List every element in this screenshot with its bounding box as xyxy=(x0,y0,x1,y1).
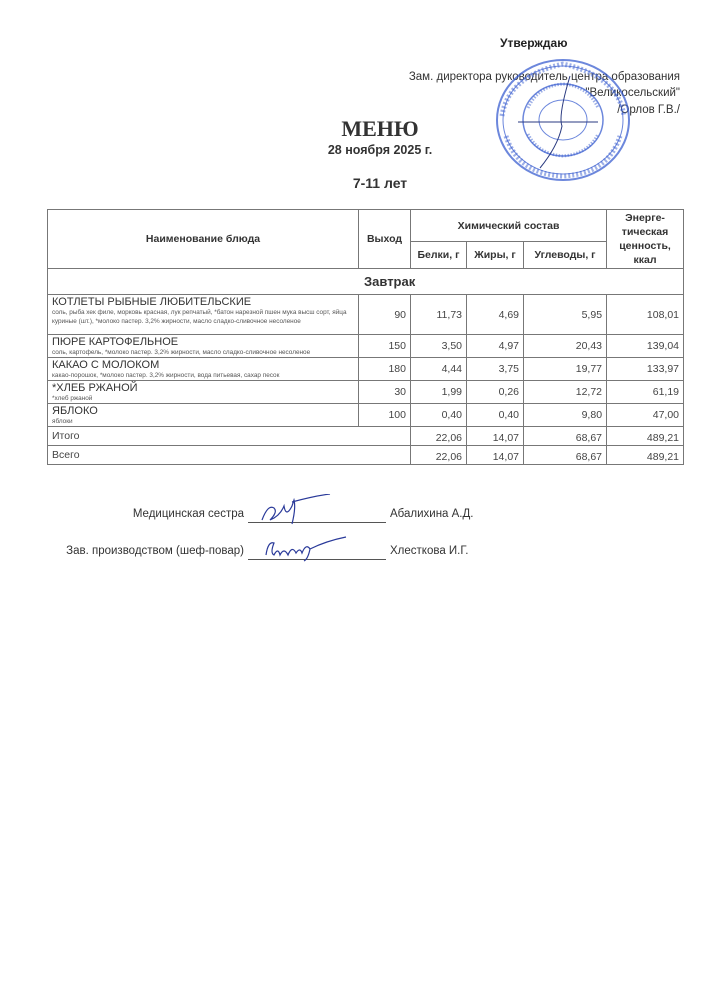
total-fat: 14,07 xyxy=(467,446,524,465)
page-title: МЕНЮ xyxy=(341,116,419,141)
table-header-row xyxy=(48,210,684,242)
dish-energy: 61,19 xyxy=(607,381,684,404)
table-row xyxy=(48,335,684,358)
col-header-carbs: Углеводы, г xyxy=(524,242,607,269)
col-header-chem: Химический состав xyxy=(411,210,607,242)
col-header-name: Наименование блюда xyxy=(48,210,359,269)
dish-fat: 4,69 xyxy=(467,295,524,335)
signature-role: Медицинская сестра xyxy=(132,508,244,520)
menu-table xyxy=(47,209,684,465)
table-row xyxy=(48,381,684,404)
dish-energy: 133,97 xyxy=(607,358,684,381)
dish-carbs: 19,77 xyxy=(524,358,607,381)
subtotal-row xyxy=(48,427,684,446)
dish-yield: 100 xyxy=(359,404,411,427)
dish-name: КАКАО С МОЛОКОМ xyxy=(52,359,160,371)
dish-name: ЯБЛОКО xyxy=(52,405,98,417)
dish-fat: 3,75 xyxy=(467,358,524,381)
dish-carbs: 9,80 xyxy=(524,404,607,427)
dish-ingredients: *хлеб ржаной xyxy=(52,395,93,402)
subtotal-protein: 22,06 xyxy=(411,427,467,446)
col-header-fat: Жиры, г xyxy=(467,242,524,269)
dish-protein: 4,44 xyxy=(411,358,467,381)
section-breakfast: Завтрак xyxy=(48,269,684,295)
dish-yield: 150 xyxy=(359,335,411,358)
dish-protein: 1,99 xyxy=(411,381,467,404)
dish-protein: 0,40 xyxy=(411,404,467,427)
dish-fat: 4,97 xyxy=(467,335,524,358)
col-header-protein: Белки, г xyxy=(411,242,467,269)
total-carbs: 68,67 xyxy=(524,446,607,465)
table-row xyxy=(48,358,684,381)
stamp-icon xyxy=(488,56,638,184)
subtotal-carbs: 68,67 xyxy=(524,427,607,446)
approval-organization: "Великосельский" xyxy=(585,87,680,99)
dish-energy: 139,04 xyxy=(607,335,684,358)
dish-name: ПЮРЕ КАРТОФЕЛЬНОЕ xyxy=(52,336,179,348)
dish-ingredients: какао-порошок, *молоко пастер. 3,2% жирности, вода питьевая, сахар песок xyxy=(52,372,280,379)
dish-ingredients: яблоки xyxy=(52,418,73,425)
col-header-yield: Выход xyxy=(359,210,411,269)
dish-protein: 3,50 xyxy=(411,335,467,358)
table-row xyxy=(48,404,684,427)
dish-ingredients: соль, рыба хек филе, морковь красная, лук репчатый, *батон нарезной пшен мука высш сорт, яйца куриные (шт.), *молоко пастер. 3,2% жирности, масло сладко-сливочное несоленое xyxy=(52,309,347,325)
approval-signer: /Орлов Г.В./ xyxy=(617,104,680,116)
subtotal-energy: 489,21 xyxy=(607,427,684,446)
subtotal-fat: 14,07 xyxy=(467,427,524,446)
dish-carbs: 20,43 xyxy=(524,335,607,358)
dish-fat: 0,26 xyxy=(467,381,524,404)
col-header-energy: Энерге-тическая ценность, ккал xyxy=(607,210,684,269)
subtotal-label: Итого xyxy=(48,427,411,446)
handwritten-signature-icon xyxy=(258,494,338,528)
dish-protein: 11,73 xyxy=(411,295,467,335)
signature-name: Хлесткова И.Г. xyxy=(390,545,469,557)
handwritten-signature-icon xyxy=(260,535,350,563)
dish-energy: 108,01 xyxy=(607,295,684,335)
dish-yield: 180 xyxy=(359,358,411,381)
signature-name: Абалихина А.Д. xyxy=(390,508,474,520)
total-energy: 489,21 xyxy=(607,446,684,465)
dish-ingredients: соль, картофель, *молоко пастер. 3,2% жирности, масло сладко-сливочное несоленое xyxy=(52,349,311,356)
menu-date: 28 ноября 2025 г. xyxy=(327,143,433,157)
age-group: 7-11 лет xyxy=(352,175,408,191)
dish-energy: 47,00 xyxy=(607,404,684,427)
approval-heading: Утверждаю xyxy=(500,36,568,50)
table-row xyxy=(48,295,684,335)
dish-yield: 30 xyxy=(359,381,411,404)
dish-carbs: 12,72 xyxy=(524,381,607,404)
total-label: Всего xyxy=(48,446,411,465)
total-protein: 22,06 xyxy=(411,446,467,465)
dish-fat: 0,40 xyxy=(467,404,524,427)
signature-role: Зав. производством (шеф-повар) xyxy=(66,545,244,557)
approval-position: Зам. директора руководитель центра образования xyxy=(408,71,680,83)
dish-name: *ХЛЕБ РЖАНОЙ xyxy=(52,382,138,394)
total-row xyxy=(48,446,684,465)
dish-yield: 90 xyxy=(359,295,411,335)
section-row xyxy=(48,269,684,295)
dish-name: КОТЛЕТЫ РЫБНЫЕ ЛЮБИТЕЛЬСКИЕ xyxy=(52,296,252,308)
dish-carbs: 5,95 xyxy=(524,295,607,335)
